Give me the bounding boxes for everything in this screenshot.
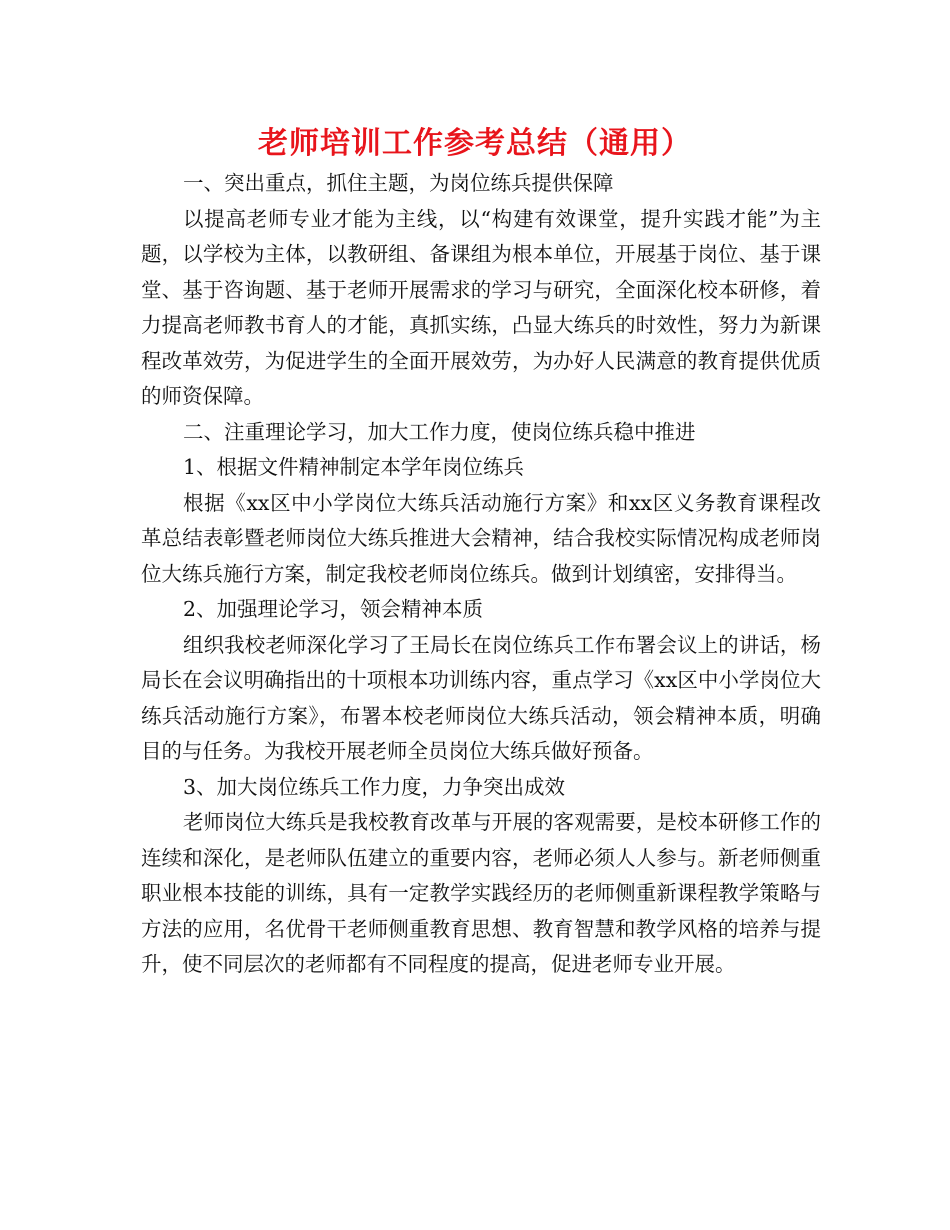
body-paragraph-2: 根据《xx区中小学岗位大练兵活动施行方案》和xx区义务教育课程改革总结表彰暨老师岗位大练兵推进大会精神，结合我校实际情况构成老师岗位大练兵施行方案，制定我校老师岗位练兵。做到计划缜密，安排得当。 [141,490,821,586]
subsection-heading-2: 2、加强理论学习，领会精神本质 [183,597,484,621]
subsection-heading-3: 3、加大岗位练兵工作力度，力争突出成效 [183,774,566,799]
section-heading-2: 二、注重理论学习，加大工作力度，使岗位练兵稳中推进 [183,419,696,444]
body-paragraph-4: 老师岗位大练兵是我校教育改革与开展的客观需要，是校本研修工作的连续和深化，是老师队伍建立的重要内容，老师必须人人参与。新老师侧重职业根本技能的训练，具有一定教学实践经历的老师侧重新课程教学策略与方法的应用，名优骨干老师侧重教育思想、教育智慧和教学风格的培养与提升，使不同层次的老师都有不同程度的提高，促进老师专业开展。 [141,810,821,976]
document-body [141,166,821,983]
subsection-heading-1: 1、根据文件精神制定本学年岗位练兵 [183,455,525,479]
body-paragraph-1: 以提高老师专业才能为主线，以“构建有效课堂，提升实践才能”为主题，以学校为主体，以教研组、备课组为根本单位，开展基于岗位、基于课堂、基于咨询题、基于老师开展需求的学习与研究，全面深化校本研修，着力提高老师教书育人的才能，真抓实练，凸显大练兵的时效性，努力为新课程改革效劳，为促进学生的全面开展效劳，为办好人民满意的教育提供优质的师资保障。 [141,206,821,408]
body-paragraph-3: 组织我校老师深化学习了王局长在岗位练兵工作布署会议上的讲话，杨局长在会议明确指出的十项根本功训练内容，重点学习《xx区中小学岗位大练兵活动施行方案》，布署本校老师岗位大练兵活动，领会精神本质，明确目的与任务。为我校开展老师全员岗位大练兵做好预备。 [141,632,821,763]
section-heading-1: 一、突出重点，抓住主题，为岗位练兵提供保障 [183,171,614,195]
document-title: 老师培训工作参考总结（通用） [258,126,692,161]
